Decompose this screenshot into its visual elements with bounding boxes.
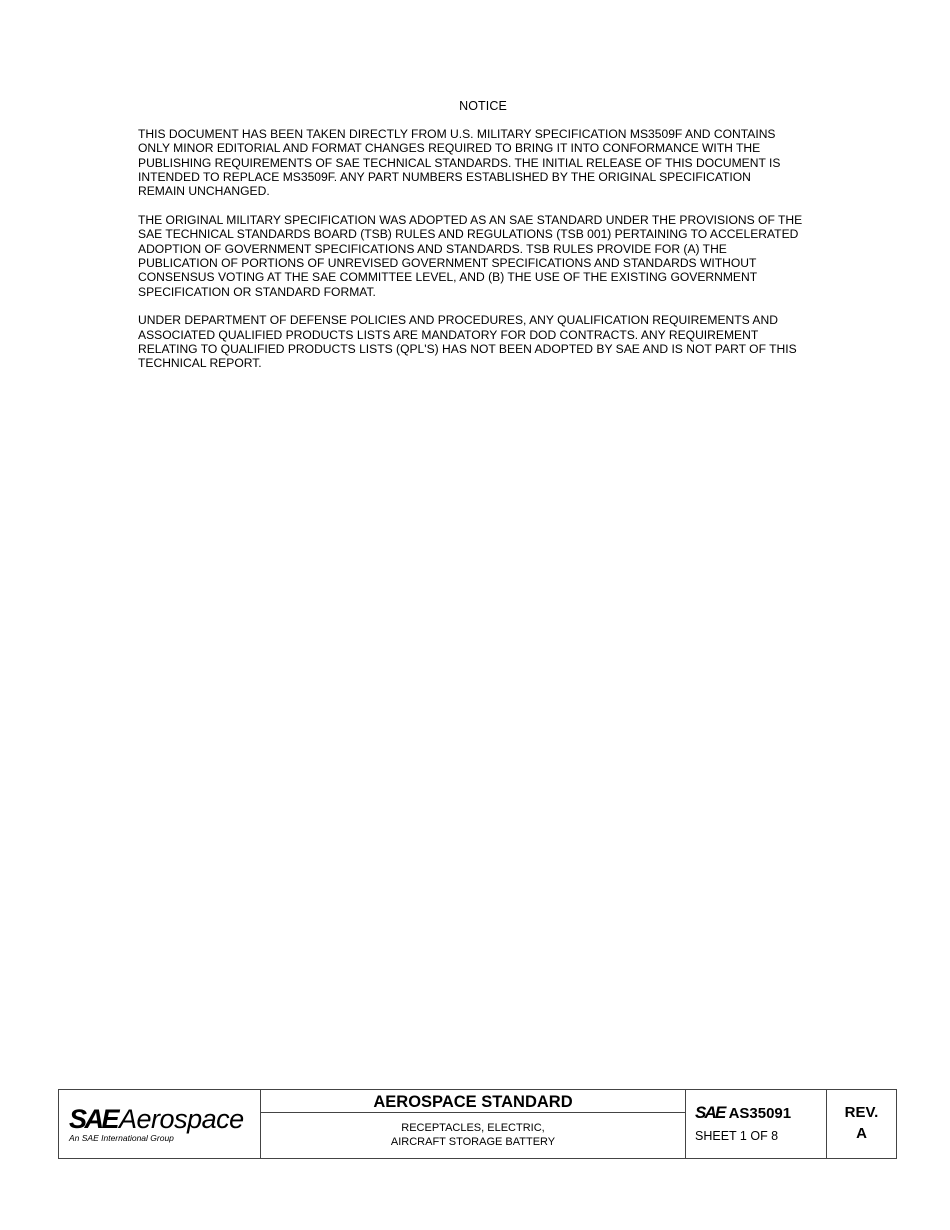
text-line: ONLY MINOR EDITORIAL AND FORMAT CHANGES REQUIRED TO BRING IT INTO CONFORMANCE WITH THE: [138, 141, 761, 156]
logo-cell: [59, 1090, 261, 1158]
text-line: SPECIFICATION OR STANDARD FORMAT.: [138, 284, 376, 299]
notice-body: [138, 127, 838, 385]
logo-name: Aerospace: [119, 1104, 244, 1134]
text-line: THE ORIGINAL MILITARY SPECIFICATION WAS ADOPTED AS AN SAE STANDARD UNDER THE PROVISIONS OF THE: [138, 212, 803, 227]
text-line: UNDER DEPARTMENT OF DEFENSE POLICIES AND PROCEDURES, ANY QUALIFICATION REQUIREMENTS AND: [138, 313, 778, 328]
text-line: SAE TECHNICAL STANDARDS BOARD (TSB) RULES AND REGULATIONS (TSB 001) PERTAINING TO ACCELERATED: [138, 227, 799, 242]
logo-wordmark: [69, 1103, 244, 1135]
logo-brand: SAE: [69, 1104, 118, 1134]
description-line-2: AIRCRAFT STORAGE BATTERY: [390, 1135, 556, 1148]
description-line-1: RECEPTACLES, ELECTRIC,: [401, 1122, 545, 1134]
notice-paragraph-2: [138, 213, 838, 299]
text-line: THIS DOCUMENT HAS BEEN TAKEN DIRECTLY FROM U.S. MILITARY SPECIFICATION MS3509F AND CONTAINS: [138, 127, 776, 141]
text-line: ADOPTION OF GOVERNMENT SPECIFICATIONS AND STANDARDS. TSB RULES PROVIDE FOR (A) THE: [138, 241, 727, 256]
document-number: [695, 1103, 791, 1124]
text-line: PUBLISHING REQUIREMENTS OF SAE TECHNICAL STANDARDS. THE INITIAL RELEASE OF THIS DOCUMENT IS: [138, 155, 781, 170]
text-line: TECHNICAL REPORT.: [138, 356, 262, 371]
text-line: RELATING TO QUALIFIED PRODUCTS LISTS (QPL'S) HAS NOT BEEN ADOPTED BY SAE AND IS NOT PART OF THIS: [138, 341, 797, 356]
text-line: CONSENSUS VOTING AT THE SAE COMMITTEE LEVEL, AND (B) THE USE OF THE EXISTING GOVERNMENT: [138, 270, 758, 285]
notice-title: NOTICE: [459, 99, 507, 113]
text-line: INTENDED TO REPLACE MS3509F. ANY PART NUMBERS ESTABLISHED BY THE ORIGINAL SPECIFICATION: [138, 170, 751, 185]
title-block: [58, 1089, 897, 1159]
logo-tagline: An SAE International Group: [69, 1133, 174, 1143]
revision-value: A: [856, 1125, 867, 1142]
text-line: PUBLICATION OF PORTIONS OF UNREVISED GOVERNMENT SPECIFICATIONS AND STANDARDS WITHOUT: [138, 255, 757, 270]
notice-paragraph-3: [138, 313, 838, 370]
standard-description: [261, 1122, 685, 1149]
sae-aerospace-logo: [69, 1103, 255, 1147]
text-line: ASSOCIATED QUALIFIED PRODUCTS LISTS ARE MANDATORY FOR DOD CONTRACTS. ANY REQUIREMENT: [138, 327, 759, 342]
document-number-value: AS35091: [728, 1105, 792, 1122]
sheet-number: SHEET 1 OF 8: [695, 1129, 779, 1143]
text-line: REMAIN UNCHANGED.: [138, 184, 270, 199]
title-cell: [261, 1090, 686, 1158]
notice-paragraph-1: [138, 127, 838, 199]
standard-label: AEROSPACE STANDARD: [261, 1090, 685, 1113]
revision-cell: [827, 1090, 896, 1158]
document-number-cell: [686, 1090, 827, 1158]
revision-label: REV.: [844, 1104, 879, 1121]
sae-logo-mini: SAE: [695, 1103, 725, 1122]
